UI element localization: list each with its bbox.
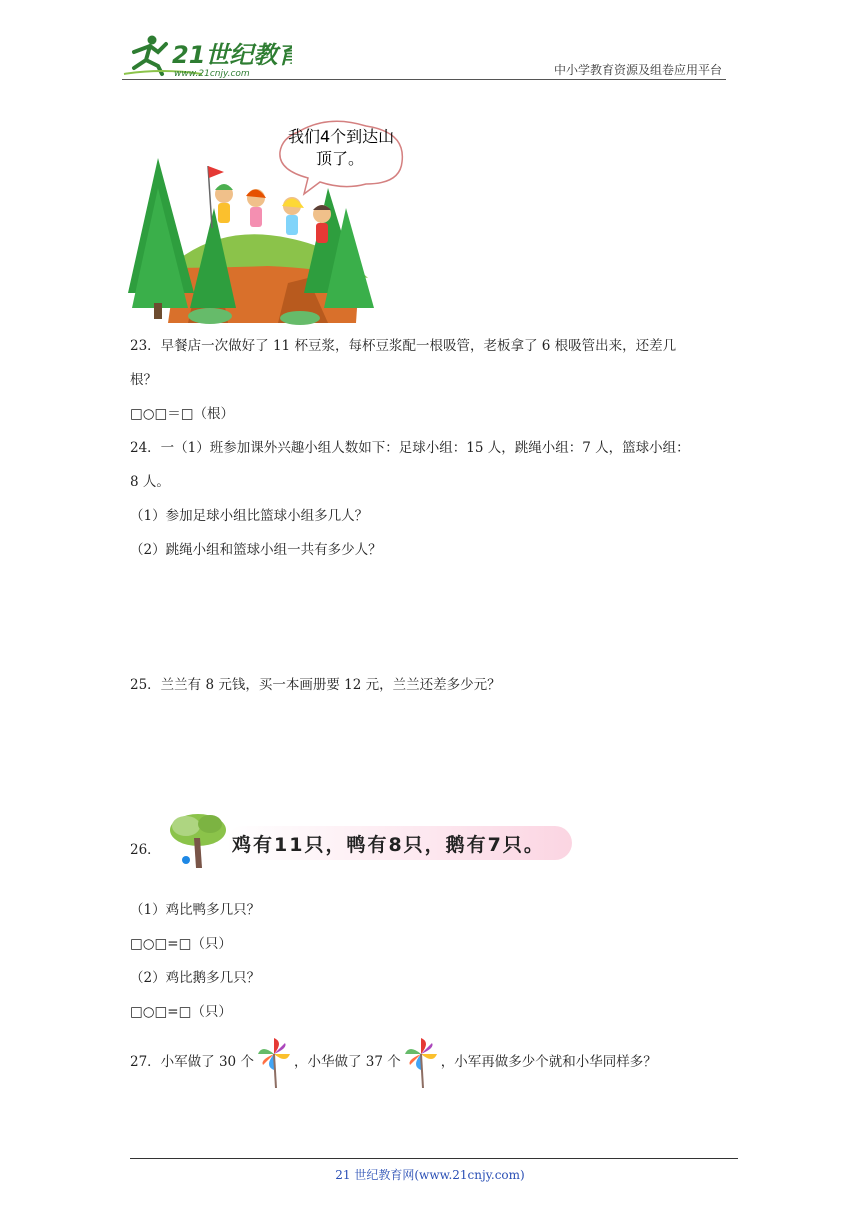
q25-text: 25．兰兰有 8 元钱，买一本画册要 12 元，兰兰还差多少元？ [130, 677, 501, 693]
q26-formula-2: □○□=□（只） [130, 1004, 232, 1020]
q24-text-line1: 24．一（1）班参加课外兴趣小组人数如下：足球小组：15 人，跳绳小组：7 人，篮球小组： [130, 440, 690, 456]
site-logo [122, 30, 292, 80]
header-platform-text: 中小学教育资源及组卷应用平台 [553, 63, 722, 77]
q24-subquestion-2: （2）跳绳小组和篮球小组一共有多少人？ [130, 542, 382, 558]
mountain-kids-illustration [128, 118, 410, 328]
q23-text-line2: 根？ [130, 372, 157, 388]
footer-divider [130, 1158, 738, 1159]
logo-url-text: www.21cnjy.com [174, 69, 250, 79]
pinwheel-icon [401, 1036, 441, 1088]
q26-subquestion-1: （1）鸡比鸭多几只？ [130, 902, 261, 918]
speech-bubble-line2: 顶了。 [316, 149, 365, 168]
q23-text-line1: 23．早餐店一次做好了 11 杯豆浆，每杯豆浆配一根吸管，老板拿了 6 根吸管出来，还差几 [130, 338, 677, 354]
pinwheel-icon [254, 1036, 294, 1088]
q23-formula: □○□＝□（根） [130, 406, 235, 422]
q27-text-part1: 27．小军做了 30 个 [130, 1054, 254, 1070]
q27-text-part3: ，小军再做多少个就和小华同样多？ [440, 1054, 657, 1070]
footer-text[interactable]: 21 世纪教育网(www.21cnjy.com) [335, 1168, 525, 1182]
q27-text-part2: ，小华做了 37 个 [293, 1054, 401, 1070]
q26-banner-text: 鸡有11只，鸭有8只，鹅有7只。 [232, 834, 545, 856]
q26-subquestion-2: （2）鸡比鹅多几只？ [130, 970, 261, 986]
logo-main-text: 21世纪教育 [172, 41, 292, 69]
q24-text-line2: 8 人。 [130, 474, 170, 490]
q24-subquestion-1: （1）参加足球小组比篮球小组多几人？ [130, 508, 369, 524]
q27-line [130, 1052, 657, 1072]
tree-icon [164, 810, 234, 870]
q26-formula-1: □○□=□（只） [130, 936, 232, 952]
q26-number: 26． [130, 842, 161, 858]
speech-bubble-line1: 我们4个到达山 [288, 127, 395, 146]
header-divider [122, 79, 726, 80]
q26-banner [226, 826, 572, 860]
